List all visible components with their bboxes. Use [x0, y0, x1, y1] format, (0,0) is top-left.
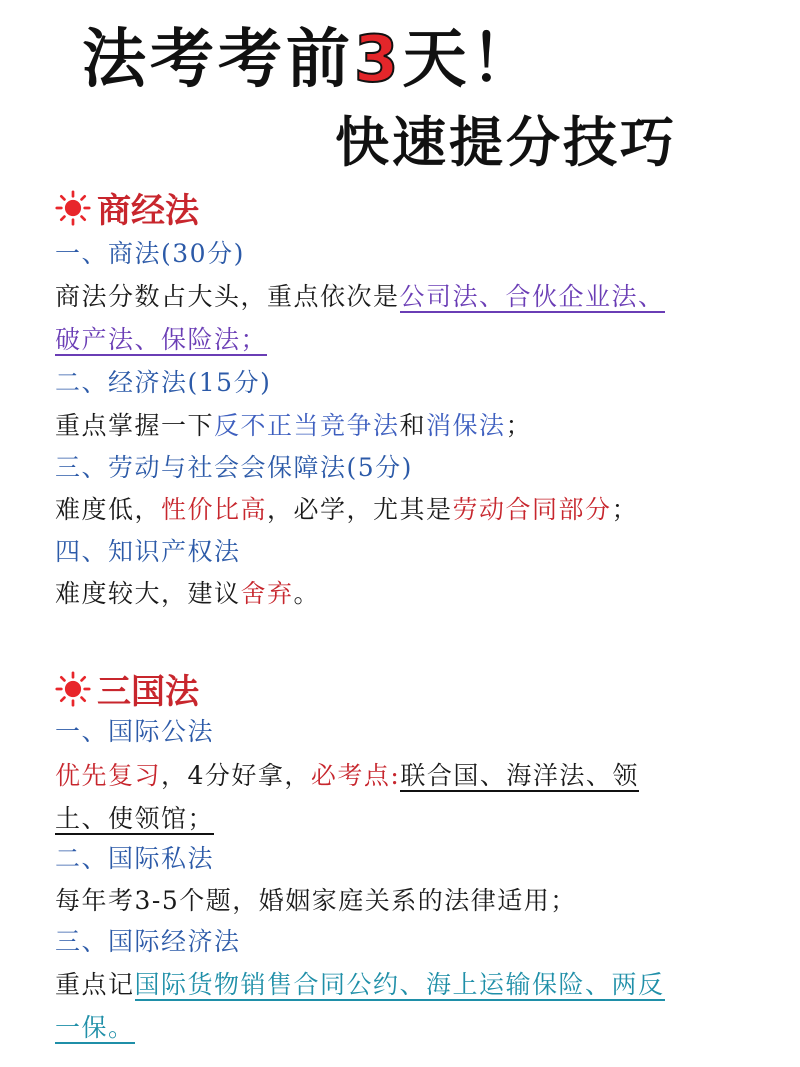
section-heading-sanguofa: 三国法: [55, 664, 199, 713]
page-title: 法考考前3天！: [82, 23, 539, 97]
page-subtitle: 快速提分技巧: [335, 111, 677, 174]
subheading: 一、国际公法: [55, 717, 215, 746]
paragraph: 重点掌握一下反不正当竞争法和消保法；: [55, 411, 533, 440]
subheading: 三、劳动与社会会保障法(5分): [55, 453, 413, 482]
paragraph: 土、使领馆；: [55, 804, 215, 833]
paragraph: 每年考3-5个题，婚姻家庭关系的法律适用；: [55, 886, 577, 915]
subheading: 二、国际私法: [55, 844, 215, 873]
paragraph: 优先复习，4分好拿，必考点:联合国、海洋法、领: [55, 761, 639, 790]
subheading: 三、国际经济法: [55, 927, 241, 956]
section-heading-shangjingfa: 商经法: [55, 183, 199, 232]
subheading: 四、知识产权法: [55, 537, 241, 566]
paragraph: 破产法、保险法；: [55, 325, 268, 354]
paragraph: 一保。: [55, 1013, 135, 1042]
paragraph: 商法分数占大头，重点依次是公司法、合伙企业法、: [55, 282, 665, 311]
paragraph: 难度较大，建议舍弃。: [55, 579, 321, 608]
title-number: 3: [354, 23, 403, 97]
paragraph: 难度低，性价比高，必学，尤其是劳动合同部分；: [55, 495, 639, 524]
sun-icon: [55, 671, 91, 707]
paragraph: 重点记国际货物销售合同公约、海上运输保险、两反: [55, 970, 665, 999]
subheading: 二、经济法(15分): [55, 368, 272, 397]
sun-icon: [55, 190, 91, 226]
subheading: 一、商法(30分): [55, 239, 245, 268]
